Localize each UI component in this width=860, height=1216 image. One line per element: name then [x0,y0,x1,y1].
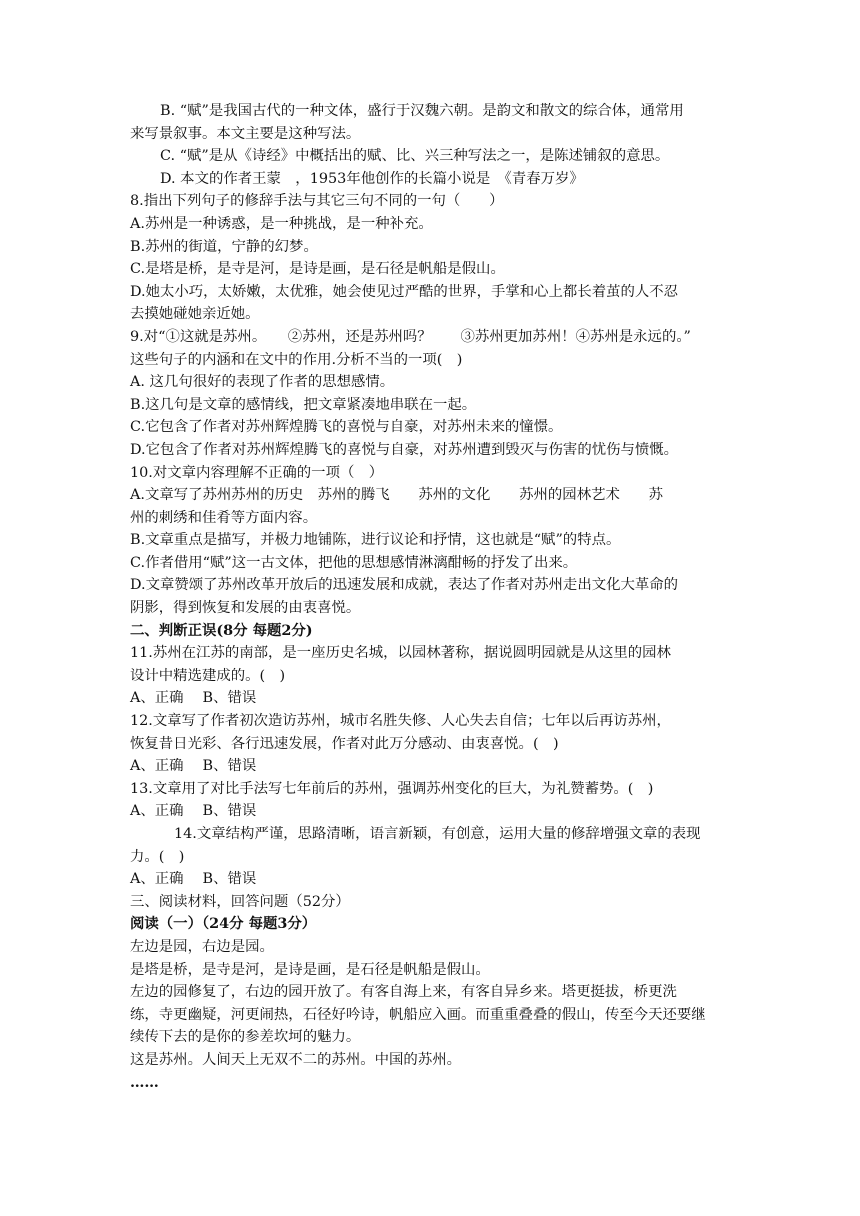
question-10: 10.对文章内容理解不正确的一项（ ） [130,464,384,481]
passage-line-5: 续传下去的是你的参差坎坷的魅力。 [130,1029,361,1046]
question-9-option-c: C.它包含了作者对苏州辉煌腾飞的喜悦与自豪，对苏州未来的憧憬。 [130,419,563,436]
option-b-line-1: B. “赋”是我国古代的一种文体，盛行于汉魏六朝。是韵文和散文的综合体，通常用 [160,103,684,119]
question-13: 13.文章用了对比手法写七年前后的苏州，强调苏州变化的巨大，为礼赞蓄势。( ) [130,780,654,797]
question-8-option-a: A.苏州是一种诱惑，是一种挑战，是一种补充。 [130,215,433,232]
section-3-heading: 三、阅读材料，回答问题（52分） [130,893,350,910]
question-9-option-a: A. 这几句很好的表现了作者的思想感情。 [130,374,395,391]
question-10-option-d-line-1: D.文章赞颂了苏州改革开放后的迅速发展和成就，表达了作者对苏州走出文化大革命的 [130,577,679,594]
question-10-option-a-line-2: 州的刺绣和佳肴等方面内容。 [130,509,318,526]
question-11-options: A、正确 B、错误 [130,690,257,707]
question-8-option-b: B.苏州的街道，宁静的幻梦。 [130,238,318,255]
question-14-options: A、正确 B、错误 [130,871,257,888]
question-12-options: A、正确 B、错误 [130,758,257,775]
section-2-heading: 二、判断正误(8分 每题2分) [130,621,313,639]
question-8-option-c: C.是塔是桥，是寺是河，是诗是画，是石径是帆船是假山。 [130,261,505,278]
question-10-option-b: B.文章重点是描写，并极力地铺陈，进行议论和抒情，这也就是“赋”的特点。 [130,532,621,549]
passage-line-6: 这是苏州。人间天上无双不二的苏州。中国的苏州。 [130,1051,461,1068]
passage-line-2: 是塔是桥，是寺是河，是诗是画，是石径是帆船是假山。 [130,961,490,978]
question-10-option-c: C.作者借用“赋”这一古文体，把他的思想感情淋漓酣畅的抒发了出来。 [130,554,578,571]
question-9-option-d: D.它包含了作者对苏州辉煌腾飞的喜悦与自豪，对苏州遭到毁灭与伤害的忧伤与愤慨。 [130,441,679,458]
question-12-line-1: 12.文章写了作者初次造访苏州，城市名胜失修、人心失去自信；七年以后再访苏州， [130,713,671,730]
question-11-line-1: 11.苏州在江苏的南部，是一座历史名城，以园林著称，据说圆明园就是从这里的园林 [130,645,671,662]
question-8-option-d-line-2: 去摸她碰她亲近她。 [130,306,260,323]
option-c-line: C. “赋”是从《诗经》中概括出的赋、比、兴三种写法之一，是陈述铺叙的意思。 [160,148,670,165]
passage-line-3: 左边的园修复了，右边的园开放了。有客自海上来，有客自异乡来。塔更挺拔，桥更洗 [130,984,677,1001]
question-9-line-2: 这些句子的内涵和在文中的作用.分析不当的一项( ) [130,351,463,368]
passage-ellipsis: …… [130,1073,159,1091]
question-12-line-2: 恢复昔日光彩、各行迅速发展，作者对此万分感动、由衷喜悦。( ) [130,735,559,752]
question-9-option-b: B.这几句是文章的感情线，把文章紧凑地串联在一起。 [130,396,477,413]
question-13-options: A、正确 B、错误 [130,803,257,820]
question-10-option-d-line-2: 阴影，得到恢复和发展的由衷喜悦。 [130,600,361,617]
question-14-line-2: 力。( ) [130,848,185,865]
question-10-option-a-line-1: A.文章写了苏州苏州的历史 苏州的腾飞 苏州的文化 苏州的园林艺术 苏 [130,487,664,504]
option-b-line-2: 来写景叙事。本文主要是这种写法。 [130,125,361,142]
passage-line-4: 练，寺更幽疑，河更闹热，石径好吟诗，帆船应入画。而重重叠叠的假山，传至今天还要继 [130,1006,706,1023]
question-9-line-1: 9.对“①这就是苏州。 ②苏州，还是苏州吗？ ③苏州更加苏州！④苏州是永远的。” [130,328,691,345]
question-8-option-d-line-1: D.她太小巧，太娇嫩，太优雅，她会使见过严酷的世界，手掌和心上都长着茧的人不忍 [130,283,679,300]
question-14-line-1: 14.文章结构严谨，思路清晰，语言新颖，有创意，运用大量的修辞增强文章的表现 [174,826,701,842]
question-11-line-2: 设计中精选建成的。( ) [130,667,286,684]
passage-line-1: 左边是园，右边是园。 [130,938,274,955]
reading-1-heading: 阅读（一）（24分 每题3分） [130,915,317,933]
option-d-line: D. 本文的作者王蒙 ，1953年他创作的长篇小说是 《青春万岁》 [160,170,584,187]
question-8: 8.指出下列句子的修辞手法与其它三句不同的一句（ ） [130,193,504,210]
